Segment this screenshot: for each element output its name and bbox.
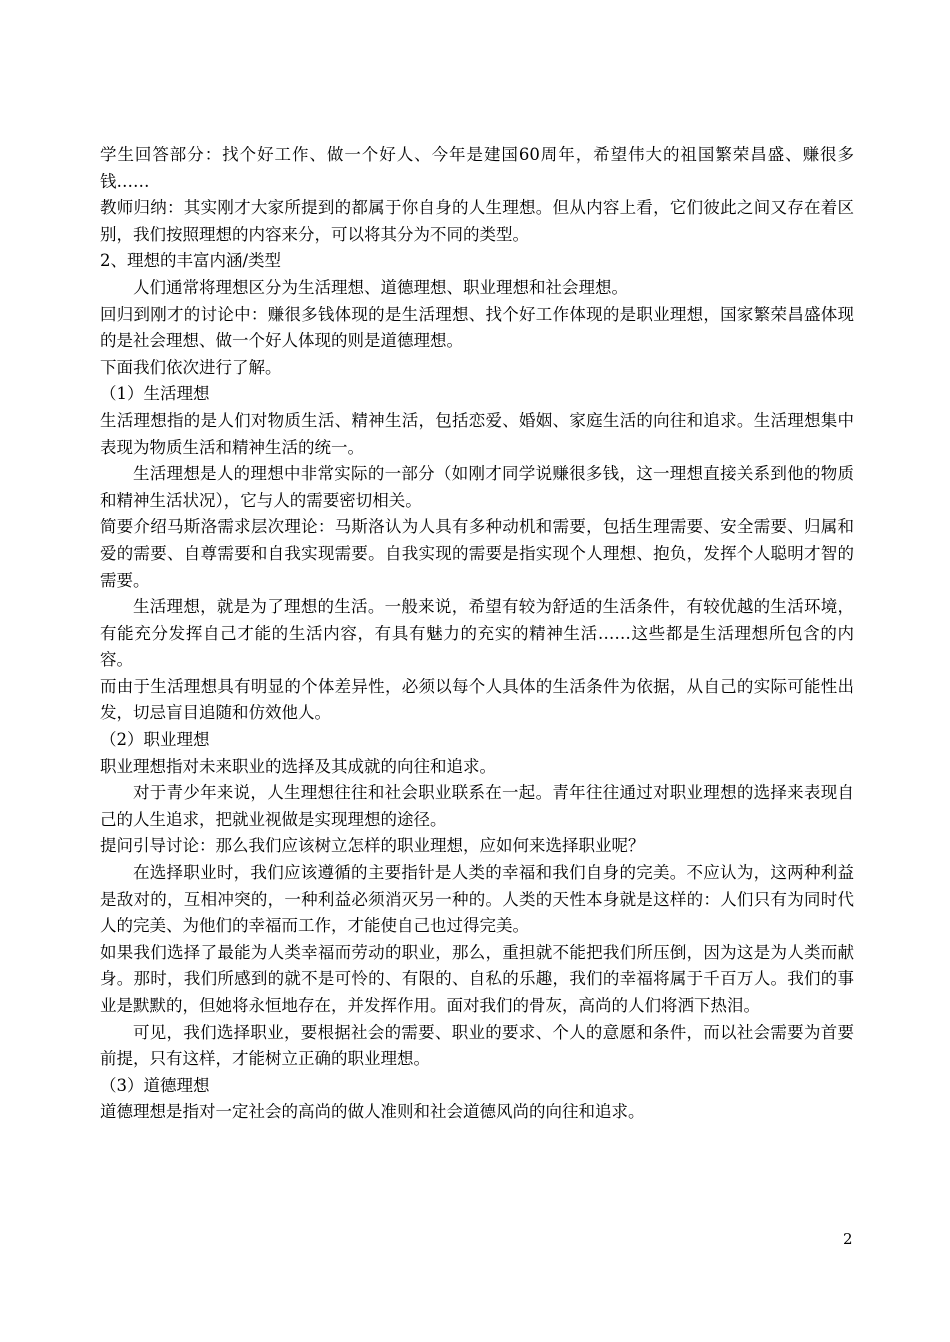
paragraph-career-ideal-definition: 职业理想指对未来职业的选择及其成就的向往和追求。 <box>100 756 496 776</box>
paragraph-life-ideal-practical: 生活理想是人的理想中非常实际的一部分（如刚才同学说赚很多钱，这一理想直接关系到他的物质和精神生活状况），它与人的需要密切相关。 <box>100 464 854 510</box>
paragraph-discussion-recap: 回归到刚才的讨论中：赚很多钱体现的是生活理想、找个好工作体现的是职业理想，国家繁荣昌盛体现的是社会理想、做一个好人体现的则是道德理想。 <box>100 304 854 351</box>
paragraph-career-youth: 对于青少年来说，人生理想往往和社会职业联系在一起。青年往往通过对职业理想的选择来表现自己的人生追求，把就业视做是实现理想的途径。 <box>100 783 854 829</box>
heading-ideal-types: 2、理想的丰富内涵/类型 <box>100 251 282 271</box>
paragraph-maslow: 简要介绍马斯洛需求层次理论：马斯洛认为人具有多种动机和需要，包括生理需要、安全需要、归属和爱的需要、自尊需要和自我实现需要。自我实现的需要是指实现个人理想、抱负，发挥个人聪明才智的需要。 <box>100 517 854 590</box>
document-body <box>100 142 854 1126</box>
paragraph-career-conclusion: 可见，我们选择职业，要根据社会的需要、职业的要求、个人的意愿和条件，而以社会需要为首要前提，只有这样，才能树立正确的职业理想。 <box>100 1022 854 1069</box>
paragraph-life-ideal-difference: 而由于生活理想具有明显的个体差异性，必须以每个人具体的生活条件为依据，从自己的实际可能性出发，切忌盲目追随和仿效他人。 <box>100 676 854 723</box>
paragraph-teacher-summary: 教师归纳：其实刚才大家所提到的都属于你自身的人生理想。但从内容上看，它们彼此之间又存在着区别，我们按照理想的内容来分，可以将其分为不同的类型。 <box>100 198 854 244</box>
paragraph-transition: 下面我们依次进行了解。 <box>100 357 282 377</box>
paragraph-student-answers: 学生回答部分：找个好工作、做一个好人、今年是建国60周年，希望伟大的祖国繁荣昌盛、赚很多钱…… <box>100 145 854 191</box>
page-number: 2 <box>843 1230 853 1248</box>
paragraph-career-guideline: 在选择职业时，我们应该遵循的主要指针是人类的幸福和我们自身的完美。不应认为，这两种利益是敌对的，互相冲突的，一种利益必须消灭另一种的。人类的天性本身就是这样的：人们只有为同时代人的完美、为他们的幸福而工作，才能使自己也过得完美。 <box>100 863 854 936</box>
paragraph-career-question: 提问引导讨论：那么我们应该树立怎样的职业理想，应如何来选择职业呢？ <box>100 836 645 856</box>
paragraph-moral-ideal-definition: 道德理想是指对一定社会的高尚的做人准则和社会道德风尚的向往和追求。 <box>100 1102 645 1122</box>
paragraph-life-ideal-definition: 生活理想指的是人们对物质生活、精神生活，包括恋爱、婚姻、家庭生活的向往和追求。生活理想集中表现为物质生活和精神生活的统一。 <box>100 410 854 457</box>
paragraph-career-quote: 如果我们选择了最能为人类幸福而劳动的职业，那么，重担就不能把我们所压倒，因为这是为人类而献身。那时，我们所感到的就不是可怜的、有限的、自私的乐趣，我们的幸福将属于千百万人。我们的事业是默默的，但她将永恒地存在，并发挥作用。面对我们的骨灰，高尚的人们将洒下热泪。 <box>100 942 854 1015</box>
heading-moral-ideal: （3）道德理想 <box>100 1075 210 1095</box>
heading-career-ideal: （2）职业理想 <box>100 730 210 750</box>
paragraph-life-ideal-content: 生活理想，就是为了理想的生活。一般来说，希望有较为舒适的生活条件，有较优越的生活环境，有能充分发挥自己才能的生活内容，有具有魅力的充实的精神生活……这些都是生活理想所包含的内容。 <box>100 597 854 670</box>
heading-life-ideal: （1）生活理想 <box>100 384 210 404</box>
paragraph-ideal-categories: 人们通常将理想区分为生活理想、道德理想、职业理想和社会理想。 <box>133 277 628 297</box>
